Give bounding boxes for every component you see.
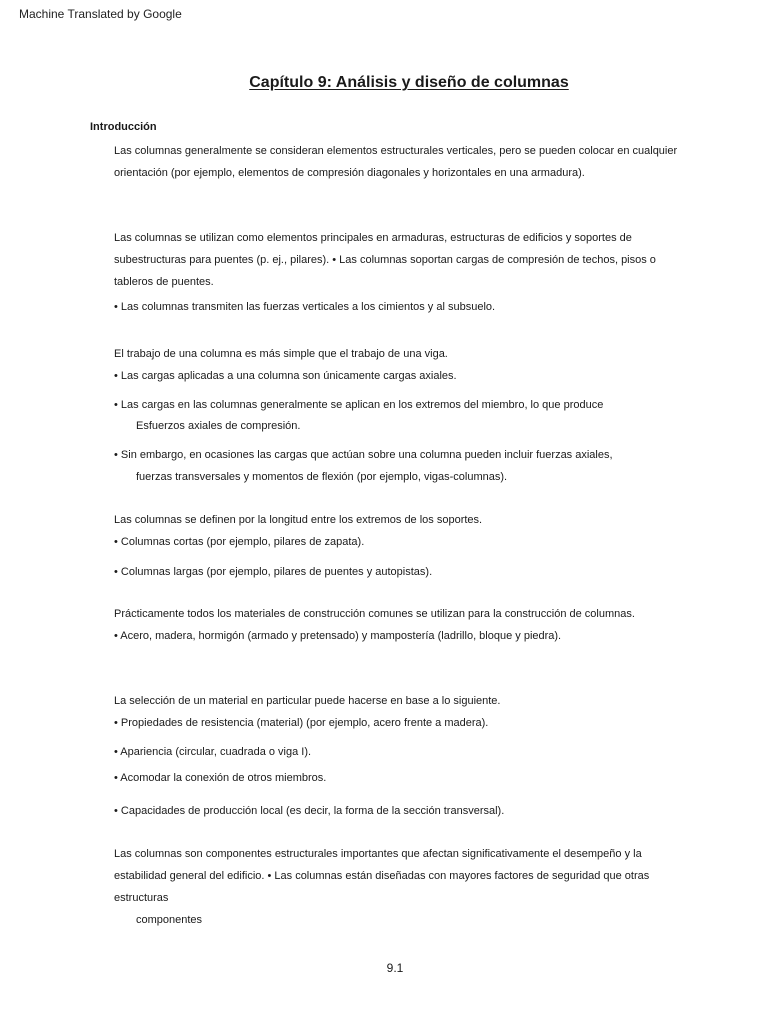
paragraph-line: subestructuras para puentes (p. ej., pilares). • Las columnas soportan cargas de compresión de techos, pisos o [114, 254, 656, 266]
bullet-continuation: componentes [136, 914, 203, 926]
bullet-item: • Las cargas en las columnas generalmente se aplican en los extremos del miembro, lo que produce [114, 399, 604, 411]
chapter-title [0, 73, 768, 93]
paragraph-line: La selección de un material en particular puede hacerse en base a lo siguiente. [114, 695, 501, 707]
paragraph-line: Prácticamente todos los materiales de construcción comunes se utilizan para la construcción de columnas. [114, 608, 635, 620]
bullet-item: • Sin embargo, en ocasiones las cargas que actúan sobre una columna pueden incluir fuerzas axiales, [114, 449, 613, 461]
paragraph-line: orientación (por ejemplo, elementos de compresión diagonales y horizontales en una armadura). [114, 167, 585, 179]
paragraph-line: estructuras [114, 892, 169, 904]
bullet-item: • Columnas largas (por ejemplo, pilares de puentes y autopistas). [114, 566, 433, 578]
bullet-item: • Las cargas aplicadas a una columna son únicamente cargas axiales. [114, 370, 457, 382]
paragraph-line: Las columnas son componentes estructurales importantes que afectan significativamente el desempeño y la [114, 848, 642, 860]
chapter-title-text: Capítulo 9: Análisis y diseño de columnas [249, 74, 569, 91]
bullet-item: • Capacidades de producción local (es decir, la forma de la sección transversal). [114, 805, 505, 817]
bullet-item: • Apariencia (circular, cuadrada o viga I). [114, 746, 312, 758]
paragraph-line: Las columnas se definen por la longitud entre los extremos de los soportes. [114, 514, 483, 526]
paragraph-line: tableros de puentes. [114, 276, 214, 288]
paragraph-line: Las columnas se utilizan como elementos principales en armaduras, estructuras de edificios y soportes de [114, 232, 632, 244]
section-heading: Introducción [90, 121, 157, 133]
paragraph-line: El trabajo de una columna es más simple que el trabajo de una viga. [114, 348, 448, 360]
paragraph-line: estabilidad general del edificio. • Las columnas están diseñadas con mayores factores de seguridad que otras [114, 870, 650, 882]
page-number: 9.1 [386, 961, 404, 975]
bullet-continuation: Esfuerzos axiales de compresión. [136, 420, 301, 432]
paragraph-line: Las columnas generalmente se consideran elementos estructurales verticales, pero se pueden colocar en cualquier [114, 145, 678, 157]
bullet-continuation: fuerzas transversales y momentos de flexión (por ejemplo, vigas-columnas). [136, 471, 508, 483]
bullet-item: • Las columnas transmiten las fuerzas verticales a los cimientos y al subsuelo. [114, 301, 496, 313]
bullet-item: • Acero, madera, hormigón (armado y pretensado) y mampostería (ladrillo, bloque y piedra). [114, 630, 562, 642]
bullet-item: • Columnas cortas (por ejemplo, pilares de zapata). [114, 536, 365, 548]
machine-translation-banner: Machine Translated by Google [19, 7, 182, 21]
bullet-item: • Propiedades de resistencia (material) (por ejemplo, acero frente a madera). [114, 717, 489, 729]
bullet-item: • Acomodar la conexión de otros miembros. [114, 772, 327, 784]
